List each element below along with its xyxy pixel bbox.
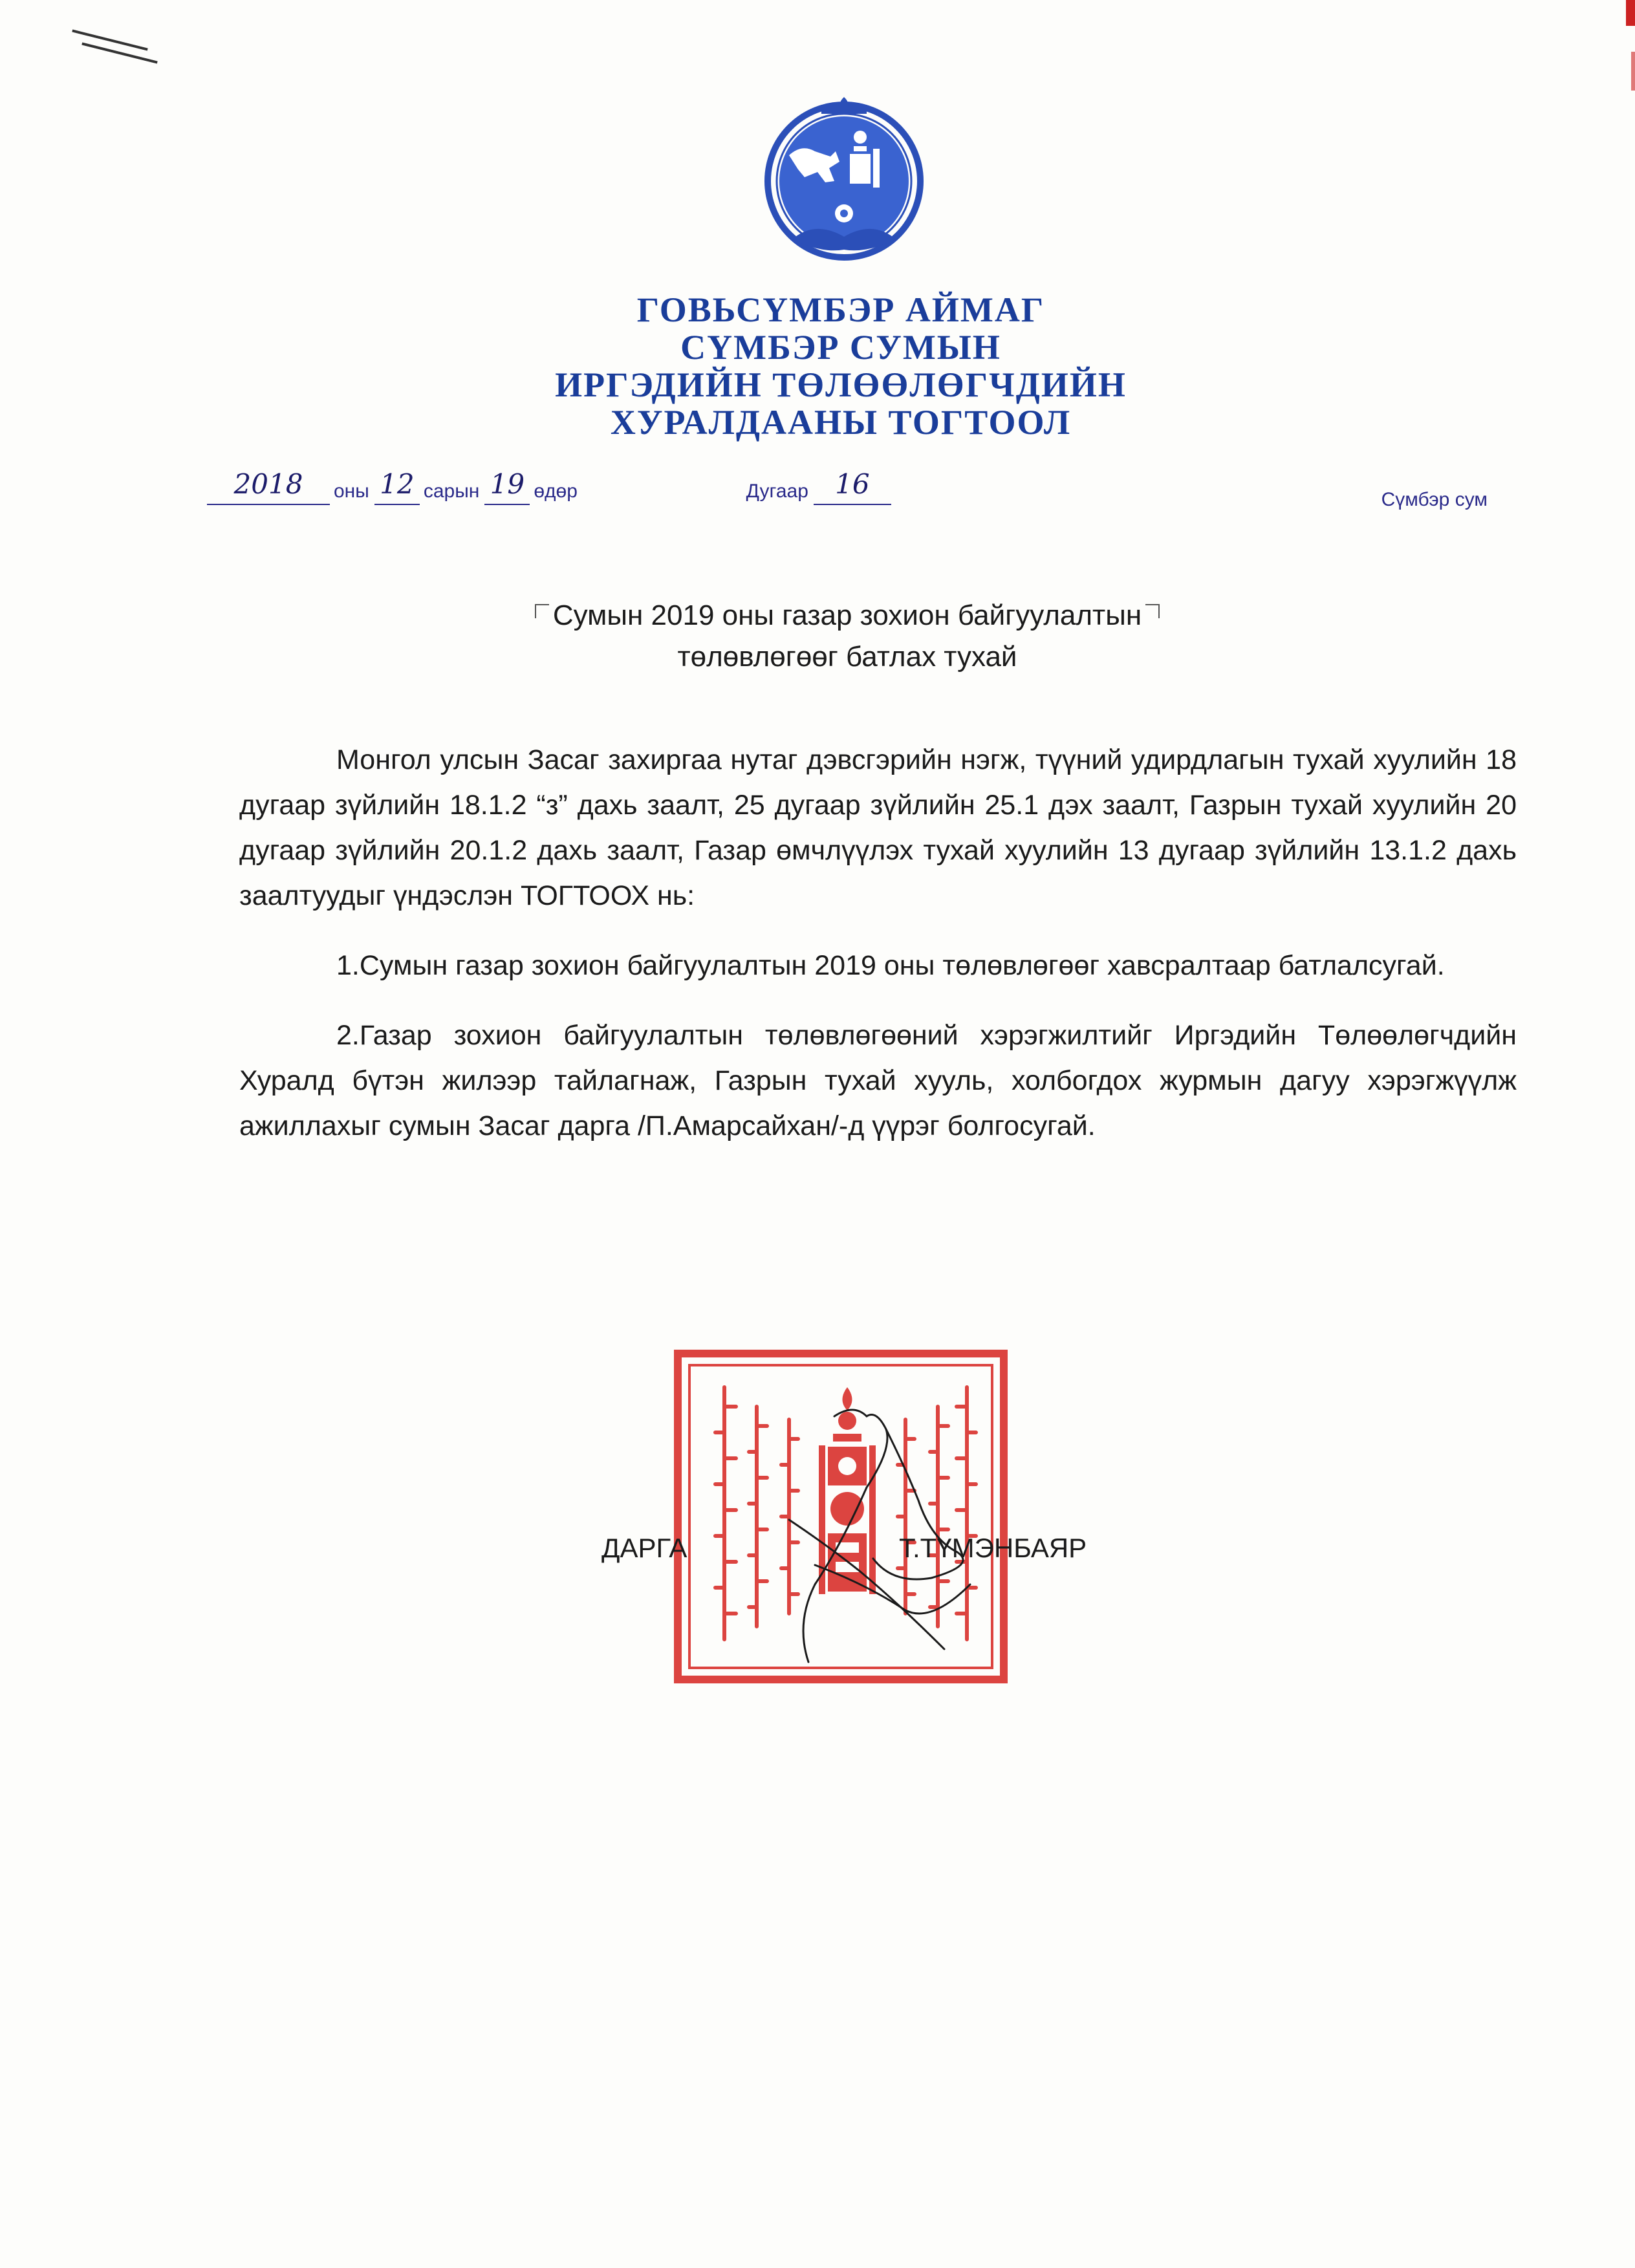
title-line-2: төлөвлөгөөг батлах тухай — [677, 641, 1017, 673]
month-field — [374, 468, 420, 505]
number-value: 16 — [835, 468, 870, 500]
number-label: Дугаар — [746, 481, 808, 502]
signatory-title: ДАРГА — [601, 1533, 688, 1563]
body-preamble: Монгол улсын Засаг захиргаа нутаг дэвсгэрийн нэгж, түүний удирдлагын тухай хуулийн 18 дугаар зүйлийн 18.1.2 “з” дахь заалт, 25 дугаар зүйлийн 25.1 дэх заалт, Газрын тухай хуулийн 20 дугаар зүйлийн 20.1.2 дахь заалт, Газар өмчлүүлэх тухай хуулийн 13 дугаар зүйлийн 13.1.2 дахь заалтуудыг үндэслэн ТОГТООХ нь: — [239, 744, 1517, 911]
document-meta-line — [207, 468, 1488, 517]
header-line-sum: СҮМБЭР СУМЫН — [680, 328, 1001, 367]
document-header — [388, 291, 1294, 441]
header-line-aimag: ГОВЬСҮМБЭР АЙМАГ — [636, 290, 1045, 329]
number-field — [814, 468, 891, 505]
year-field — [207, 468, 330, 505]
month-value: 12 — [380, 468, 415, 500]
day-value: 19 — [490, 468, 525, 500]
signatory-name: Т.ТҮМЭНБАЯР — [899, 1533, 1087, 1563]
year-value: 2018 — [233, 468, 303, 500]
title-corner-mark — [535, 604, 549, 618]
header-line-council: ИРГЭДИЙН ТӨЛӨӨЛӨГЧДИЙН — [555, 365, 1127, 404]
document-title — [492, 595, 1203, 678]
title-line-1: Сумын 2019 оны газар зохион байгуулалтын — [552, 599, 1142, 631]
scan-red-edge — [1626, 0, 1635, 26]
header-line-resolution: ХУРАЛДААНЫ ТОГТООЛ — [610, 403, 1072, 442]
scan-staple-mark — [72, 30, 147, 51]
year-label: оны — [334, 481, 369, 502]
day-field — [484, 468, 530, 505]
body-item-2: 2.Газар зохион байгуулалтын төлөвлөгөөний хэрэгжилтийг Иргэдийн Төлөөлөгчдийн Хуралд бүтэн жилээр тайлагнаж, Газрын тухай хууль, холбогдох журмын дагуу хэрэгжүүлж ажиллахыг сумын Засаг дарга /П.Амарсайхан/-д үүрэг болгосугай. — [239, 1020, 1517, 1141]
handwritten-signature — [737, 1390, 1009, 1701]
body-item-1: 1.Сумын газар зохион байгуулалтын 2019 оны төлөвлөгөөг хавсралтаар батлалсугай. — [336, 950, 1445, 981]
scan-red-edge — [1631, 52, 1635, 91]
month-label: сарын — [423, 481, 480, 502]
place-label: Сүмбэр сум — [1381, 489, 1488, 510]
scan-staple-mark — [81, 43, 157, 64]
document-body — [239, 737, 1517, 1173]
title-corner-mark — [1145, 604, 1160, 618]
state-emblem-icon — [763, 84, 925, 278]
day-label: өдөр — [534, 481, 578, 502]
